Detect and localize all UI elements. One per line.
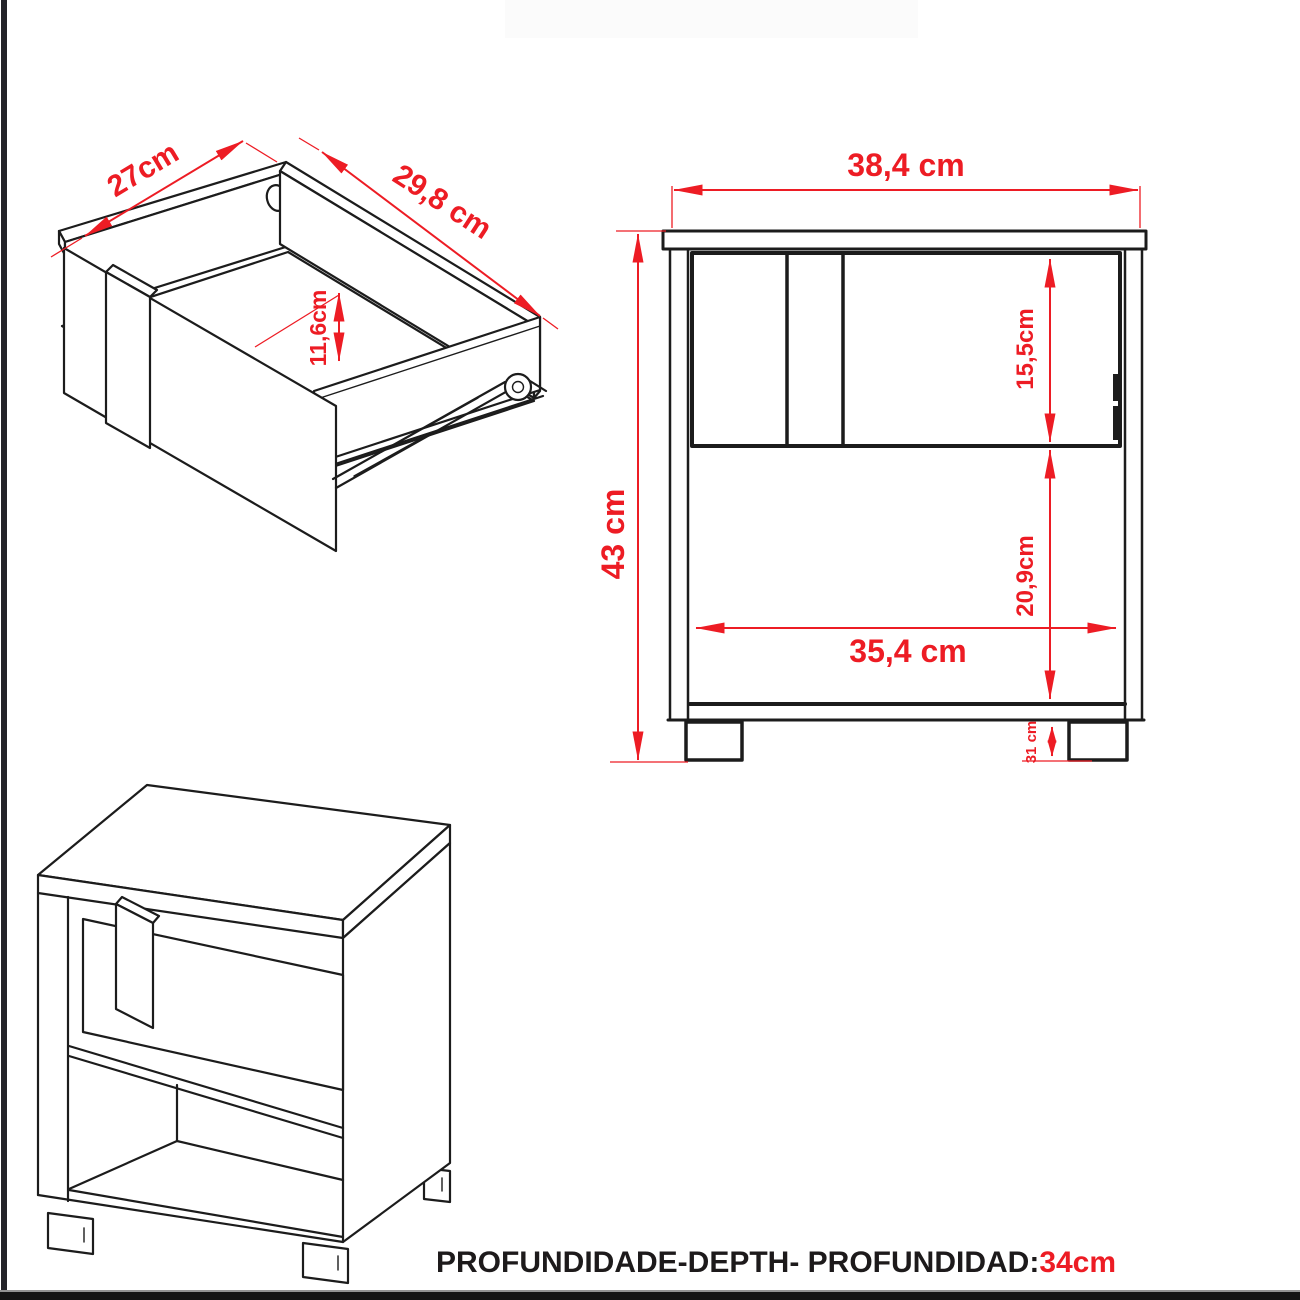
depth-caption (436, 1246, 1116, 1280)
elevation-hinge-mark-lower (1113, 406, 1121, 440)
drawer-width-label: 27cm (101, 135, 185, 204)
outer-height-label: 43 cm (595, 488, 631, 580)
drawer-depth-label: 29,8 cm (387, 158, 498, 246)
shelf-opening-height-label: 20,9cm (1012, 535, 1039, 617)
depth-caption-label: PROFUNDIDADE-DEPTH- PROFUNDIDAD: (436, 1246, 1040, 1279)
dim-outer-width (672, 147, 1140, 228)
drawer-inner-height-label: 11,6cm (305, 289, 331, 367)
cabinet-handle (116, 904, 153, 1028)
bottom-bar (0, 1290, 1300, 1300)
dim-inner-width (696, 628, 1116, 669)
elevation-right-foot (1069, 722, 1127, 760)
drawer-isometric-view (51, 136, 558, 551)
front-elevation-view (595, 147, 1146, 763)
elevation-top-panel (663, 231, 1146, 249)
depth-caption-value: 34cm (1039, 1246, 1117, 1279)
cabinet-right-foot (303, 1243, 348, 1283)
left-edge-line (1, 0, 7, 1293)
dim-shelf-opening-height (1012, 450, 1050, 699)
dim-outer-height (595, 231, 688, 762)
inner-width-label: 35,4 cm (849, 633, 967, 669)
elevation-drawer-box (692, 253, 1120, 446)
cabinet-isometric-view (38, 785, 450, 1283)
elevation-hinge-mark-upper (1113, 374, 1121, 401)
cabinet-left-foot (48, 1213, 93, 1254)
outer-width-label: 38,4 cm (847, 147, 965, 183)
elevation-left-foot (686, 722, 742, 760)
foot-height-label: 31 cm (1023, 720, 1040, 764)
drawer-handle (106, 272, 150, 448)
drawer-opening-height-label: 15,5cm (1012, 308, 1039, 390)
